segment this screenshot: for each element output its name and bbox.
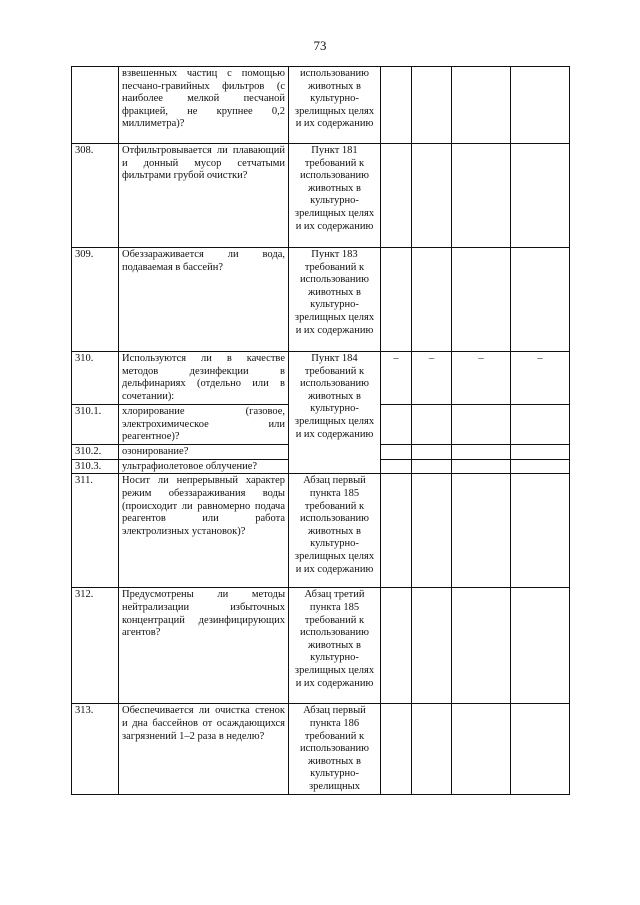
question-cell: Обеззараживается ли вода, подаваемая в бассейн? (119, 248, 289, 352)
answer-not-applicable-cell[interactable] (452, 459, 511, 474)
table-row (72, 474, 570, 588)
table-row (72, 67, 570, 144)
answer-no-cell[interactable] (412, 588, 452, 704)
question-cell: Отфильтровывается ли плавающий и донный мусор сетчатыми фильтрами грубой очистки? (119, 144, 289, 248)
table-row (72, 352, 570, 405)
answer-no-cell[interactable] (412, 67, 452, 144)
answer-yes-cell[interactable] (381, 405, 412, 445)
note-cell[interactable] (511, 704, 570, 794)
question-cell: Используются ли в качестве методов дезинфекции в дельфинариях (отдельно или в сочетании): (119, 352, 289, 405)
question-cell: озонирование? (119, 444, 289, 459)
answer-yes-cell[interactable] (381, 67, 412, 144)
question-cell: взвешенных частиц с помощью песчано-гравийных фильтров (с наиболее мелкой песчаной фракцией, не крупнее 0,2 миллиметра)? (119, 67, 289, 144)
note-cell[interactable] (511, 67, 570, 144)
answer-not-applicable-cell[interactable] (452, 588, 511, 704)
answer-not-applicable-cell[interactable] (452, 248, 511, 352)
requirement-reference: Абзац третий пункта 185 требований к использованию животных в культурно-зрелищных целях и их содержанию (289, 588, 381, 704)
note-cell[interactable] (511, 144, 570, 248)
answer-no-cell[interactable] (412, 704, 452, 794)
answer-not-applicable-cell[interactable] (452, 704, 511, 794)
answer-not-applicable-cell[interactable] (452, 67, 511, 144)
checklist-table (71, 66, 570, 795)
answer-no-cell[interactable] (412, 405, 452, 445)
note-cell[interactable] (511, 248, 570, 352)
item-number: 311. (72, 474, 119, 588)
requirement-reference: использованию животных в культурно-зрелищных целях и их содержанию (289, 67, 381, 144)
question-cell: Обеспечивается ли очистка стенок и дна бассейнов от осаждающихся загрязнений 1–2 раза в неделю? (119, 704, 289, 794)
table-row (72, 704, 570, 794)
answer-not-applicable-cell[interactable]: – (452, 352, 511, 405)
item-number: 312. (72, 588, 119, 704)
note-cell[interactable] (511, 474, 570, 588)
answer-yes-cell[interactable] (381, 588, 412, 704)
question-cell: ультрафиолетовое облучение? (119, 459, 289, 474)
answer-not-applicable-cell[interactable] (452, 474, 511, 588)
answer-no-cell[interactable] (412, 444, 452, 459)
requirement-reference: Пункт 184 требований к использованию животных в культурно-зрелищных целях и их содержанию (289, 352, 381, 474)
item-number: 308. (72, 144, 119, 248)
note-cell[interactable] (511, 405, 570, 445)
note-cell[interactable] (511, 444, 570, 459)
answer-no-cell[interactable] (412, 459, 452, 474)
question-cell: Носит ли непрерывный характер режим обеззараживания воды (происходит ли равномерно подача реагентов или работа электролизных установок)? (119, 474, 289, 588)
question-cell: Предусмотрены ли методы нейтрализации избыточных концентраций дезинфицирующих агентов? (119, 588, 289, 704)
note-cell[interactable] (511, 588, 570, 704)
item-number: 310.1. (72, 405, 119, 445)
item-number (72, 67, 119, 144)
note-cell[interactable] (511, 459, 570, 474)
table-row (72, 144, 570, 248)
answer-yes-cell[interactable]: – (381, 352, 412, 405)
note-cell[interactable]: – (511, 352, 570, 405)
page-number: 73 (313, 38, 327, 53)
answer-yes-cell[interactable] (381, 144, 412, 248)
requirement-reference: Абзац первый пункта 186 требований к использованию животных в культурно-зрелищных (289, 704, 381, 794)
answer-yes-cell[interactable] (381, 459, 412, 474)
answer-yes-cell[interactable] (381, 248, 412, 352)
item-number: 310. (72, 352, 119, 405)
item-number: 309. (72, 248, 119, 352)
answer-not-applicable-cell[interactable] (452, 444, 511, 459)
question-cell: хлорирование (газовое, электрохимическое или реагентное)? (119, 405, 289, 445)
table-row (72, 248, 570, 352)
answer-yes-cell[interactable] (381, 704, 412, 794)
answer-no-cell[interactable] (412, 144, 452, 248)
item-number: 313. (72, 704, 119, 794)
answer-no-cell[interactable]: – (412, 352, 452, 405)
answer-not-applicable-cell[interactable] (452, 405, 511, 445)
requirement-reference: Пункт 181 требований к использованию животных в культурно-зрелищных целях и их содержанию (289, 144, 381, 248)
requirement-reference: Пункт 183 требований к использованию животных в культурно-зрелищных целях и их содержанию (289, 248, 381, 352)
answer-not-applicable-cell[interactable] (452, 144, 511, 248)
answer-no-cell[interactable] (412, 474, 452, 588)
requirement-reference: Абзац первый пункта 185 требований к использованию животных в культурно-зрелищных целях и их содержанию (289, 474, 381, 588)
answer-no-cell[interactable] (412, 248, 452, 352)
answer-yes-cell[interactable] (381, 474, 412, 588)
item-number: 310.3. (72, 459, 119, 474)
table-row (72, 588, 570, 704)
answer-yes-cell[interactable] (381, 444, 412, 459)
item-number: 310.2. (72, 444, 119, 459)
